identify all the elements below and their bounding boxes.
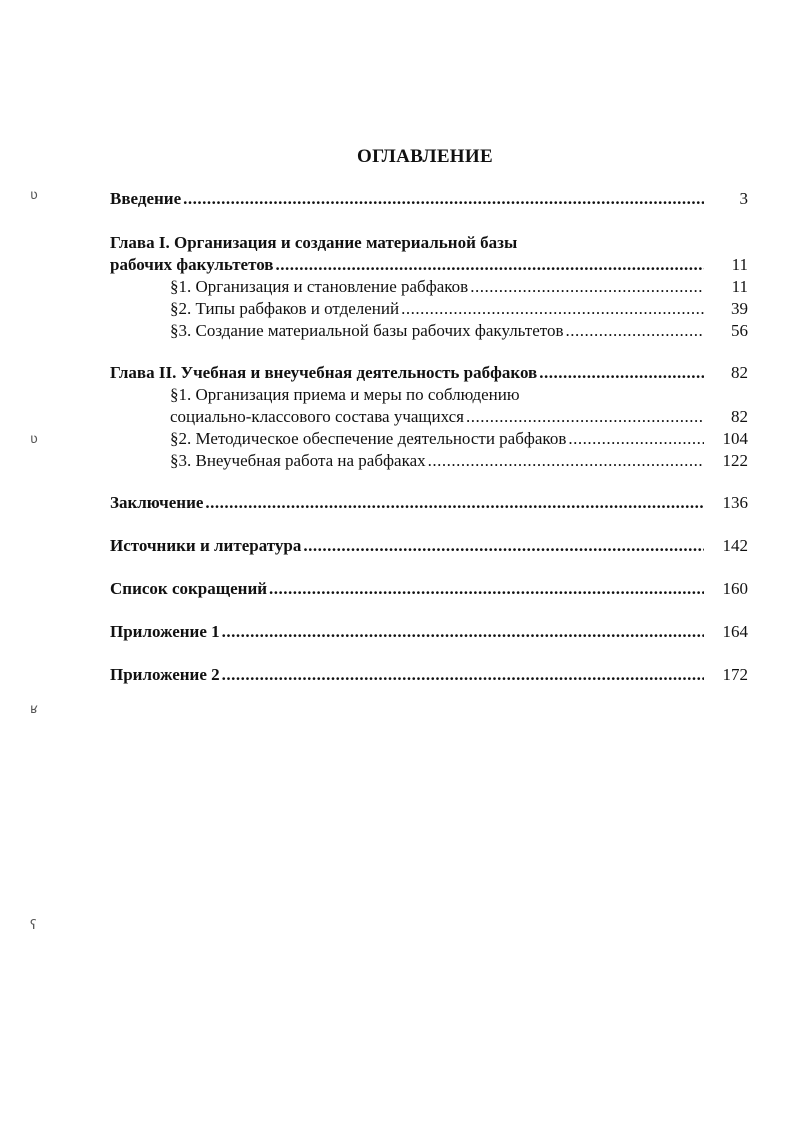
toc-entry-appendix-2[interactable] [110, 664, 748, 686]
toc-page-number: 160 [722, 579, 748, 598]
dot-leader [470, 276, 704, 298]
toc-entry-label: Приложение 2 [110, 665, 220, 684]
toc-entry-label: §2. Типы рабфаков и отделений [170, 299, 400, 318]
toc-entry-chapter-2-section-2[interactable] [110, 428, 748, 450]
toc-entry-conclusion[interactable] [110, 492, 748, 514]
scan-margin-mark: ʋ [30, 432, 38, 447]
toc-page-number: 3 [739, 189, 748, 208]
toc-page-number: 11 [731, 277, 748, 296]
toc-entry-label: Глава II. Учебная и внеучебная деятельность рабфаков [110, 363, 538, 382]
dot-leader [401, 298, 704, 320]
toc-entry-label: Заключение [110, 493, 204, 512]
toc-entry-label: социально-классового состава учащихся [170, 407, 464, 426]
toc-entry-chapter-2[interactable] [110, 362, 748, 384]
scan-margin-mark: ʋ [30, 188, 38, 203]
toc-entry-chapter-2-section-1[interactable] [110, 384, 748, 428]
toc-entry-abbreviations[interactable] [110, 578, 748, 600]
toc-entry-appendix-1[interactable] [110, 621, 748, 643]
toc-entry-label: §2. Методическое обеспечение деятельности рабфаков [170, 429, 567, 448]
dot-leader [269, 578, 704, 600]
toc-entry-chapter-2-section-3[interactable] [110, 450, 748, 472]
toc-entry-label: §3. Внеучебная работа на рабфаках [170, 451, 426, 470]
toc-entry-label: Введение [110, 189, 182, 208]
toc-page-number: 136 [722, 493, 748, 512]
dot-leader [566, 320, 705, 342]
dot-leader [275, 254, 704, 276]
toc-entry-label: Источники и литература [110, 536, 302, 555]
dot-leader [466, 406, 704, 428]
toc-entry-chapter-1-section-3[interactable] [110, 320, 748, 342]
dot-leader [568, 428, 704, 450]
toc-entry-label: Приложение 1 [110, 622, 220, 641]
toc-entry-introduction[interactable] [110, 188, 748, 210]
dot-leader [183, 188, 704, 210]
toc-page-number: 164 [722, 622, 748, 641]
toc-page-number: 56 [731, 321, 748, 340]
toc-page-number: 172 [722, 665, 748, 684]
toc-entry-label-line1: Глава I. Организация и создание материальной базы [110, 233, 518, 252]
toc-page-number: 82 [731, 407, 748, 426]
page-title: ОГЛАВЛЕНИЕ [357, 146, 493, 167]
toc-entry-sources[interactable] [110, 535, 748, 557]
toc-page-number: 142 [722, 536, 748, 555]
dot-leader [222, 664, 704, 686]
toc-page-number: 82 [731, 363, 748, 382]
toc-entry-chapter-1[interactable] [110, 232, 748, 276]
toc-page-number: 11 [731, 255, 748, 274]
toc-entry-chapter-1-section-2[interactable] [110, 298, 748, 320]
toc-page-number: 104 [722, 429, 748, 448]
scan-margin-mark: ʁ [30, 702, 38, 717]
dot-leader [303, 535, 704, 557]
scan-margin-mark: ʕ [30, 918, 37, 933]
dot-leader [428, 450, 704, 472]
dot-leader [539, 362, 704, 384]
toc-entry-chapter-1-section-1[interactable] [110, 276, 748, 298]
dot-leader [222, 621, 704, 643]
toc-entry-label-line1: §1. Организация приема и меры по соблюдению [170, 385, 520, 404]
toc-entry-label: §1. Организация и становление рабфаков [170, 277, 469, 296]
toc-entry-label: Список сокращений [110, 579, 268, 598]
toc-entry-label: §3. Создание материальной базы рабочих факультетов [170, 321, 564, 340]
toc-page-number: 122 [722, 451, 748, 470]
toc-entry-label: рабочих факультетов [110, 255, 274, 274]
dot-leader [205, 492, 704, 514]
toc-page-number: 39 [731, 299, 748, 318]
